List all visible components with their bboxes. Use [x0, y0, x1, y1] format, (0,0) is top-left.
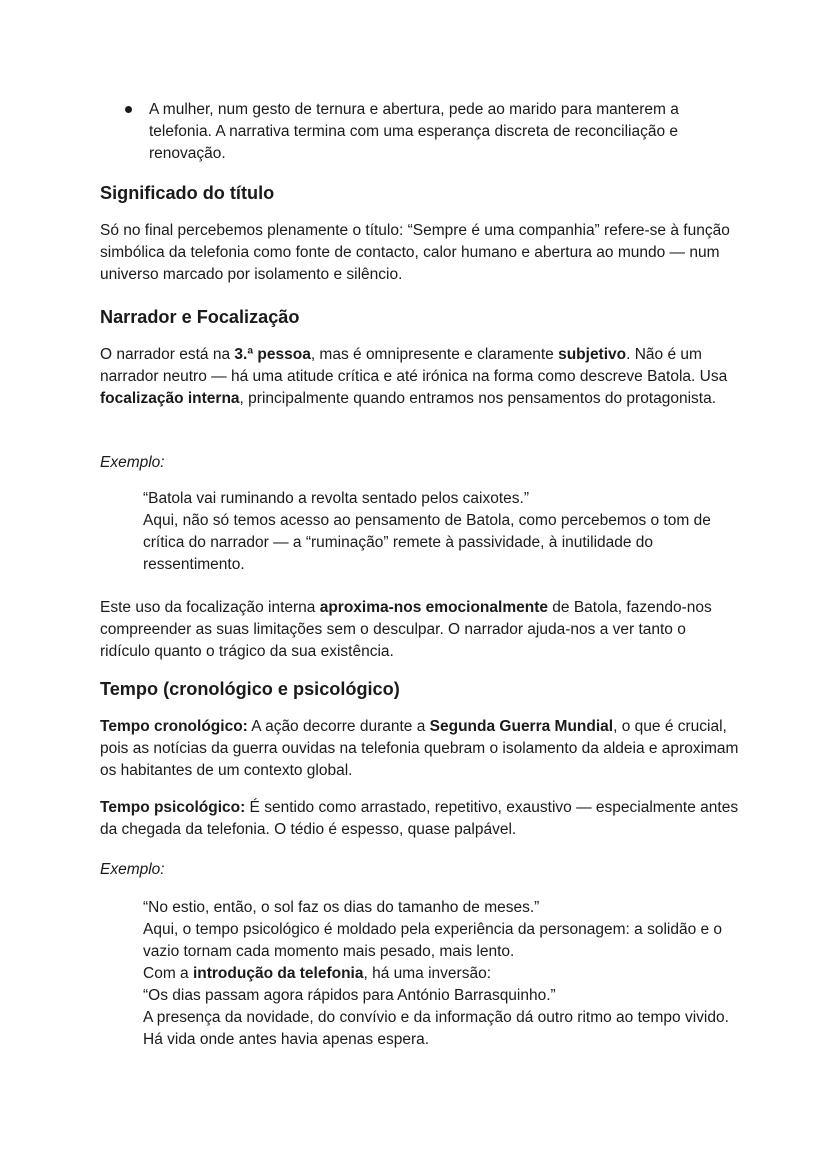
heading-significado: Significado do título — [100, 183, 275, 203]
quote-line: “Os dias passam agora rápidos para António Barrasquinho.” — [143, 987, 556, 1004]
heading-tempo: Tempo (cronológico e psicológico) — [100, 679, 400, 699]
text-run: O narrador está na — [100, 346, 235, 363]
example-label: Exemplo: — [100, 861, 165, 878]
bold-run: Segunda Guerra Mundial — [429, 718, 614, 735]
text-run: , há uma inversão: — [363, 965, 491, 982]
quote-line: “No estio, então, o sol faz os dias do tamanho de meses.” — [143, 899, 540, 916]
bold-run: introdução da telefonia — [192, 965, 364, 982]
paragraph-tempo-psicologico — [100, 797, 740, 841]
bold-run: subjetivo — [558, 346, 627, 363]
quote-commentary: A presença da novidade, do convívio e da informação dá outro ritmo ao tempo vivido. Há vida onde antes havia apenas espera. — [143, 1009, 729, 1048]
bullet-dot-icon — [125, 106, 132, 113]
bullet-text: A mulher, num gesto de ternura e abertura, pede ao marido para manterem a telefonia. A narrativa termina com uma esperança discreta de reconciliação e renovação. — [149, 101, 679, 162]
text-run: de Batola, fazendo-nos compreender as suas limitações sem o desculpar. O narrador ajuda-nos a ver tanto o ridículo quanto o trágico da sua existência. — [100, 599, 712, 660]
bold-run: focalização interna — [100, 390, 240, 407]
paragraph-focalizacao — [100, 597, 740, 663]
quote-commentary: Aqui, o tempo psicológico é moldado pela experiência da personagem: a solidão e o vazio tornam cada momento mais pesado, mais lento. — [143, 921, 723, 960]
text-run: , o que é crucial, pois as notícias da guerra ouvidas na telefonia quebram o isolamento da aldeia e aproximam os habitantes de um contexto global. — [100, 718, 739, 779]
text-run: É sentido como arrastado, repetitivo, exaustivo — especialmente antes da chegada da telefonia. O tédio é espesso, quase palpável. — [100, 799, 739, 838]
quote-estio — [143, 897, 743, 1051]
paragraph-tempo-cronologico — [100, 716, 740, 782]
example-label: Exemplo: — [100, 454, 165, 471]
bold-run: Tempo psicológico: — [100, 799, 246, 816]
paragraph-significado: Só no final percebemos plenamente o título: “Sempre é uma companhia” refere-se à função simbólica da telefonia como fonte de contacto, calor humano e abertura ao mundo — num universo marcado por isolamento e silêncio. — [100, 222, 730, 283]
text-run: , principalmente quando entramos nos pensamentos do protagonista. — [239, 390, 717, 407]
bold-run: Tempo cronológico: — [100, 718, 248, 735]
quote-batola — [143, 488, 743, 576]
quote-commentary — [143, 963, 743, 985]
bold-run: aproxima-nos emocionalmente — [319, 599, 548, 616]
paragraph-narrador — [100, 344, 740, 410]
text-run: . Não é um narrador neutro — há uma atitude crítica e até irónica na forma como descreve Batola. Usa — [100, 346, 728, 385]
bullet-item — [125, 99, 745, 165]
text-run: Este uso da focalização interna — [100, 599, 320, 616]
text-run: , mas é omnipresente e claramente — [310, 346, 559, 363]
text-run: Com a — [143, 965, 193, 982]
quote-commentary: Aqui, não só temos acesso ao pensamento de Batola, como percebemos o tom de crítica do narrador — a “ruminação” remete à passividade, à inutilidade do ressentimento. — [143, 512, 711, 573]
text-run: A ação decorre durante a — [247, 718, 430, 735]
heading-narrador: Narrador e Focalização — [100, 307, 300, 327]
quote-line: “Batola vai ruminando a revolta sentado pelos caixotes.” — [143, 490, 529, 507]
bold-run: 3.ª pessoa — [234, 346, 311, 363]
